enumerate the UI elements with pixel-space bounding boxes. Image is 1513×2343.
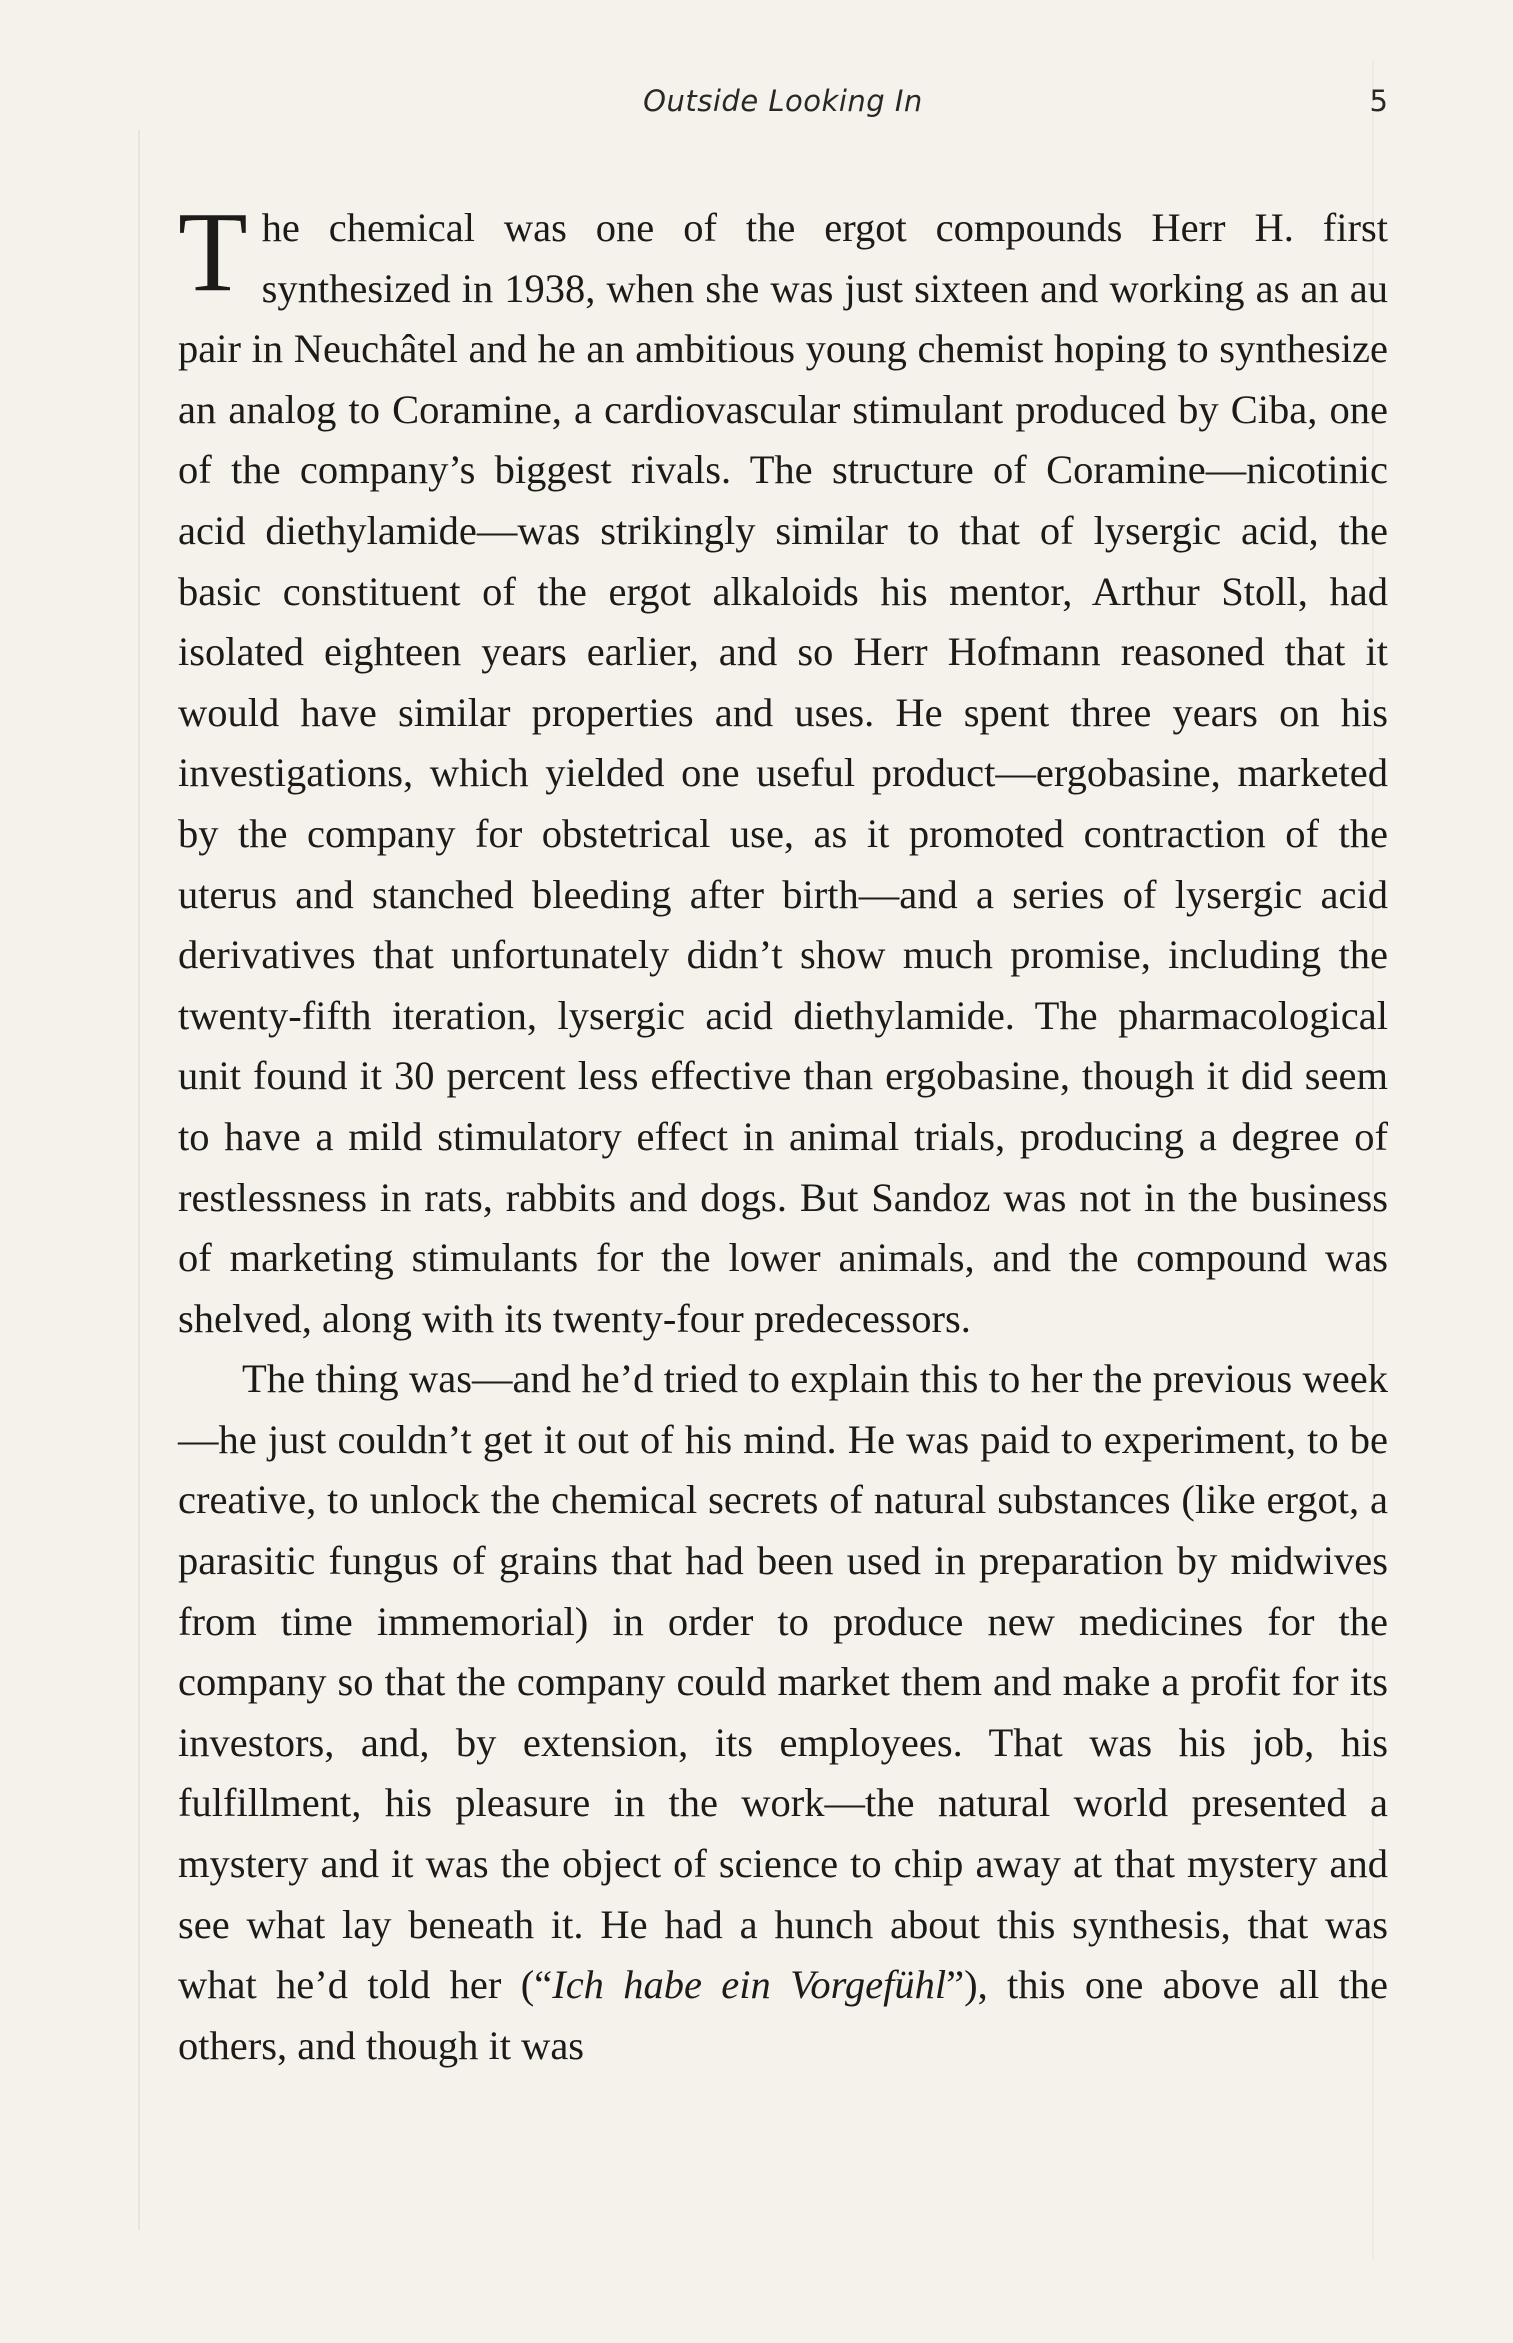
paragraph-2-italic-phrase: Ich habe ein Vorgefühl [552, 1962, 947, 2008]
paragraph-2 [178, 1349, 1388, 2076]
body-text [178, 188, 1389, 2076]
page-header [178, 84, 1388, 124]
running-head: Outside Looking In [643, 84, 923, 118]
paragraph-1: The chemical was one of the ergot compounds Herr H. first synthesized in 1938, when she was just sixteen and working as an au pair in Neuchâtel and he an ambitious young chemist hoping to synthesize an analog to Coramine, a cardiovascular stimulant produced by Ciba, one of the company’s biggest rivals. The structure of Coramine—nicotinic acid diethylamide—was strikingly similar to that of lysergic acid, the basic constituent of the ergot alkaloids his mentor, Arthur Stoll, had isolated eighteen years earlier, and so Herr Hofmann reasoned that it would have similar properties and uses. He spent three years on his investigations, which yielded one useful product—ergobasine, marketed by the company for obstetrical use, as it promoted contraction of the uterus and stanched bleeding after birth—and a series of lysergic acid derivatives that unfortunately didn’t show much promise, including the twenty-fifth iteration, lysergic acid diethylamide. The pharmacological unit found it 30 percent less effective than ergobasine, though it did seem to have a mild stimulatory effect in animal trials, producing a degree of restlessness in rats, rabbits and dogs. But Sandoz was not in the business of marketing stimulants for the lower animals, and the compound was shelved, along with its twenty-four predecessors. [178, 188, 1388, 1341]
scan-artifact [138, 130, 140, 2230]
paragraph-2-text-after: ”), this one above all the others, and though it was [178, 1962, 1389, 2068]
page-number: 5 [1369, 84, 1388, 118]
paragraph-2-text-before: The thing was—and he’d tried to explain this to her the previous week—he just couldn’t get it out of his mind. He was paid to experiment, to be creative, to unlock the chemical secrets of natural substances (like ergot, a parasitic fungus of grains that had been used in preparation by midwives from time immemorial) in order to produce new medicines for the company so that the company could market them and make a profit for its investors, and, by extension, its employees. That was his job, his fulfillment, his pleasure in the work—the natural world presented a mystery and it was the object of science to chip away at that mystery and see what lay beneath it. He had a hunch about this synthesis, that was what he’d told her (“ [178, 1356, 1388, 2008]
